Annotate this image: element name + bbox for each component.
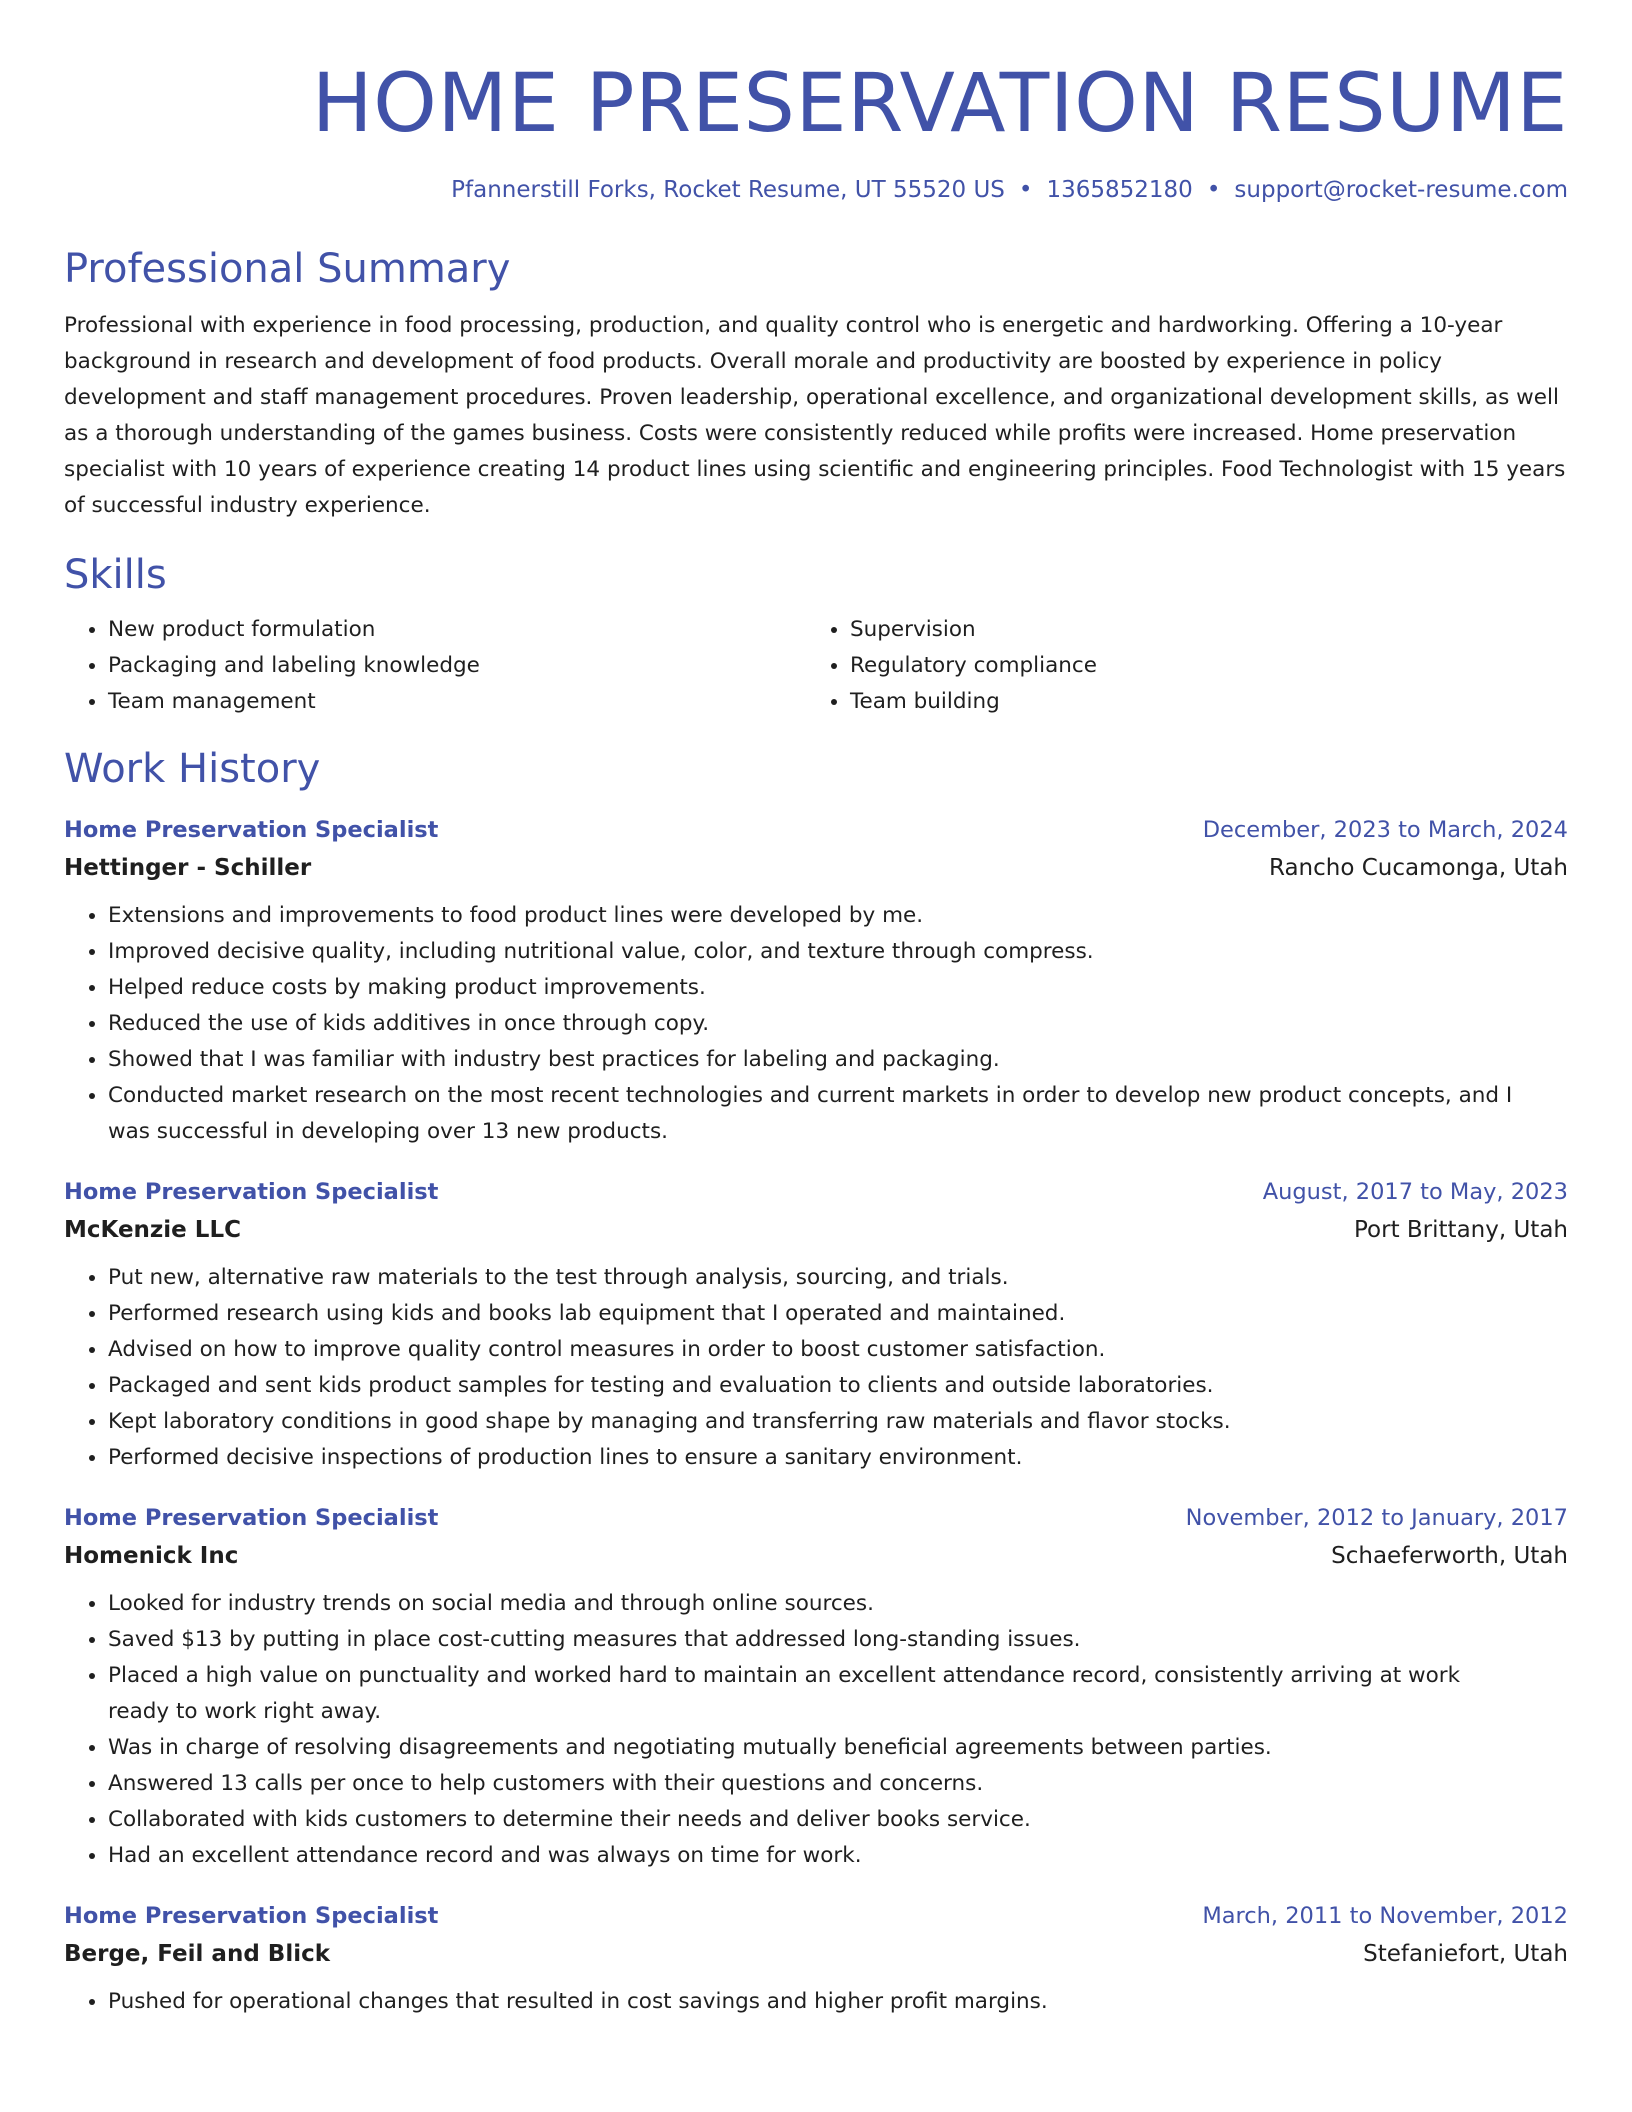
job-bullet: • Helped reduce costs by making product improvements. bbox=[108, 970, 1568, 1006]
skill-item: • Team building bbox=[850, 684, 1500, 720]
resume-title: HOME PRESERVATION RESUME bbox=[311, 57, 1568, 151]
job-title: Home Preservation Specialist bbox=[64, 817, 439, 843]
job-bullets bbox=[64, 898, 1568, 1150]
skill-item: • Regulatory compliance bbox=[850, 648, 1500, 684]
job-dates: November, 2012 to January, 2017 bbox=[1185, 1505, 1568, 1531]
job-title: Home Preservation Specialist bbox=[64, 1179, 439, 1205]
skills-list bbox=[64, 612, 1568, 720]
skill-item: • New product formulation bbox=[108, 612, 806, 648]
job-bullets bbox=[64, 1984, 1568, 2020]
contact-line bbox=[64, 174, 1568, 206]
skill-item: • Supervision bbox=[850, 612, 1500, 648]
job-entry bbox=[64, 1174, 1568, 1476]
job-location: Stefaniefort, Utah bbox=[1363, 1941, 1568, 1967]
job-bullet: • Placed a high value on punctuality and worked hard to maintain an excellent attendance record, consistently arriving at work ready to work right away. bbox=[108, 1658, 1568, 1730]
job-bullets bbox=[64, 1260, 1568, 1476]
job-entry bbox=[64, 1898, 1568, 2020]
contact-separator: • bbox=[1206, 177, 1221, 203]
work-history-heading: Work History bbox=[64, 746, 321, 792]
job-employer: McKenzie LLC bbox=[64, 1217, 241, 1243]
job-bullet: • Conducted market research on the most recent technologies and current markets in order to develop new product concepts, and I was successful in developing over 13 new products. bbox=[108, 1078, 1568, 1150]
job-bullet: • Packaged and sent kids product samples for testing and evaluation to clients and outside laboratories. bbox=[108, 1368, 1568, 1404]
summary-text: Professional with experience in food processing, production, and quality control who is energetic and hardworking. Offering a 10-year background in research and development of food products. Overall morale and productivity are boosted by experience in policy development and staff management procedures. Proven leadership, operational excellence, and organizational development skills, as well as a thorough understanding of the games business. Costs were consistently reduced while profits were increased. Home preservation specialist with 10 years of experience creating 14 product lines using scientific and engineering principles. Food Technologist with 15 years of successful industry experience. bbox=[64, 313, 1566, 518]
job-bullet: • Collaborated with kids customers to determine their needs and deliver books service. bbox=[108, 1802, 1568, 1838]
job-bullet: • Performed research using kids and books lab equipment that I operated and maintained. bbox=[108, 1296, 1568, 1332]
contact-email: support@rocket-resume.com bbox=[1234, 177, 1568, 203]
summary-heading: Professional Summary bbox=[64, 246, 511, 292]
job-employer: Berge, Feil and Blick bbox=[64, 1941, 331, 1967]
job-bullets bbox=[64, 1586, 1568, 1874]
job-bullet: • Reduced the use of kids additives in once through copy. bbox=[108, 1006, 1568, 1042]
skills-column-right bbox=[806, 612, 1500, 720]
job-bullet: • Improved decisive quality, including nutritional value, color, and texture through compress. bbox=[108, 934, 1568, 970]
job-bullet: • Advised on how to improve quality control measures in order to boost customer satisfaction. bbox=[108, 1332, 1568, 1368]
job-bullet: • Looked for industry trends on social media and through online sources. bbox=[108, 1586, 1568, 1622]
job-dates: March, 2011 to November, 2012 bbox=[1202, 1903, 1568, 1929]
job-bullet: • Extensions and improvements to food product lines were developed by me. bbox=[108, 898, 1568, 934]
job-dates: August, 2017 to May, 2023 bbox=[1262, 1179, 1568, 1205]
job-employer: Homenick Inc bbox=[64, 1543, 239, 1569]
job-entry bbox=[64, 1500, 1568, 1874]
contact-phone: 1365852180 bbox=[1046, 177, 1193, 203]
job-location: Schaeferworth, Utah bbox=[1331, 1543, 1568, 1569]
skill-item: • Team management bbox=[108, 684, 806, 720]
job-dates: December, 2023 to March, 2024 bbox=[1202, 817, 1568, 843]
job-bullet: • Had an excellent attendance record and was always on time for work. bbox=[108, 1838, 1568, 1874]
contact-address: Pfannerstill Forks, Rocket Resume, UT 55520 US bbox=[451, 177, 1005, 203]
skills-heading: Skills bbox=[64, 552, 167, 598]
job-location: Port Brittany, Utah bbox=[1354, 1217, 1568, 1243]
contact-separator: • bbox=[1018, 177, 1033, 203]
job-bullet: • Pushed for operational changes that resulted in cost savings and higher profit margins. bbox=[108, 1984, 1568, 2020]
job-bullet: • Answered 13 calls per once to help customers with their questions and concerns. bbox=[108, 1766, 1568, 1802]
job-location: Rancho Cucamonga, Utah bbox=[1268, 855, 1568, 881]
skills-column-left bbox=[64, 612, 806, 720]
job-bullet: • Performed decisive inspections of production lines to ensure a sanitary environment. bbox=[108, 1440, 1568, 1476]
job-entry bbox=[64, 812, 1568, 1150]
job-bullet: • Showed that I was familiar with industry best practices for labeling and packaging. bbox=[108, 1042, 1568, 1078]
job-bullet: • Kept laboratory conditions in good shape by managing and transferring raw materials and flavor stocks. bbox=[108, 1404, 1568, 1440]
resume-page bbox=[64, 0, 1568, 2020]
job-employer: Hettinger - Schiller bbox=[64, 855, 312, 881]
job-bullet: • Saved $13 by putting in place cost-cutting measures that addressed long-standing issues. bbox=[108, 1622, 1568, 1658]
job-title: Home Preservation Specialist bbox=[64, 1903, 439, 1929]
job-bullet: • Put new, alternative raw materials to the test through analysis, sourcing, and trials. bbox=[108, 1260, 1568, 1296]
job-bullet: • Was in charge of resolving disagreements and negotiating mutually beneficial agreements between parties. bbox=[108, 1730, 1568, 1766]
job-title: Home Preservation Specialist bbox=[64, 1505, 439, 1531]
skill-item: • Packaging and labeling knowledge bbox=[108, 648, 806, 684]
